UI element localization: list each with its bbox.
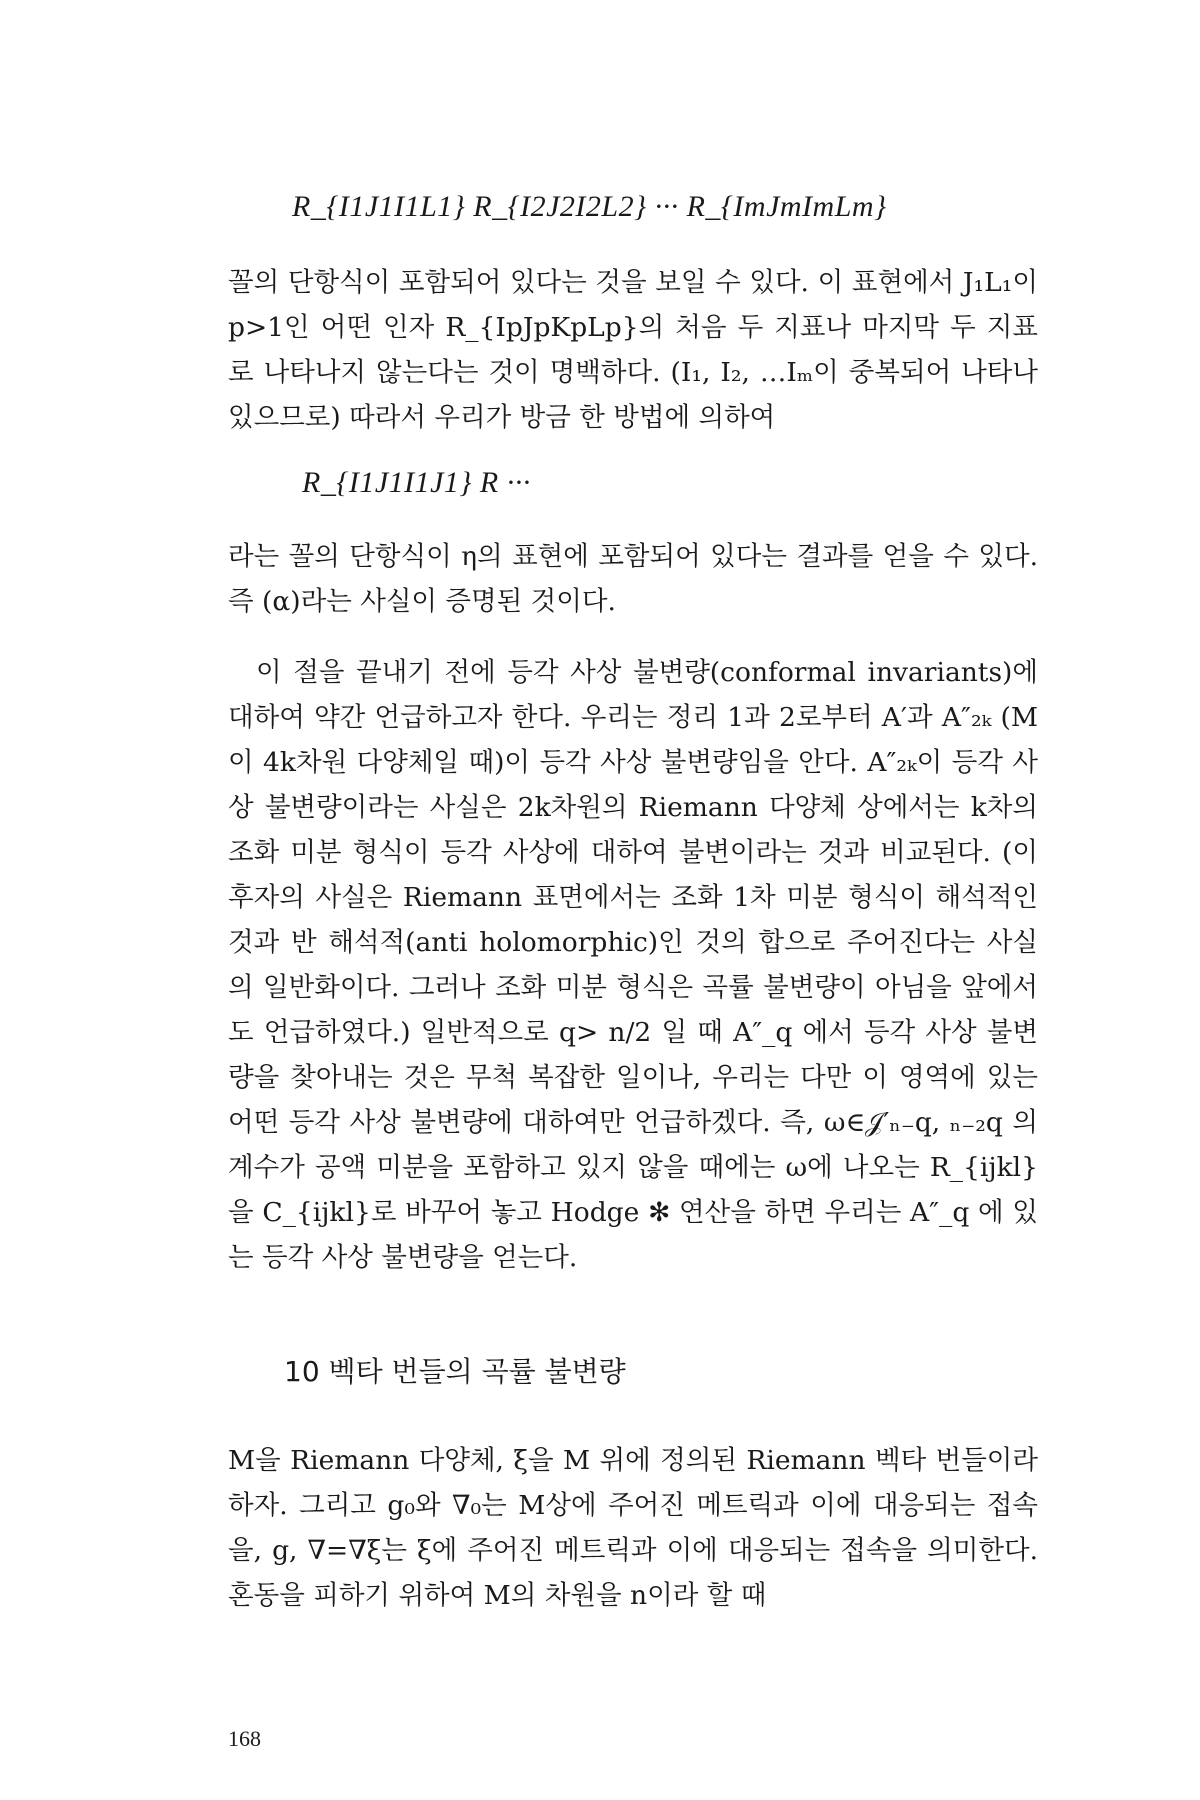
page-number: 168 — [228, 1726, 261, 1751]
equation-product: R_{I1J1I1L1} R_{I2J2I2L2} ··· R_{ImJmImLm} — [292, 190, 887, 223]
paragraph-2: 라는 꼴의 단항식이 η의 표현에 포함되어 있다는 결과를 얻을 수 있다. 즉 (α)라는 사실이 증명된 것이다. — [228, 541, 1038, 617]
paragraph-3: 이 절을 끝내기 전에 등각 사상 불변량(conformal invariants)에 대하여 약간 언급하고자 한다. 우리는 정리 1과 2로부터 A′과 A″₂ₖ (M이 4k차원 다양체일 때)이 등각 사상 불변량임을 안다. A″₂ₖ이 등각 사상 불변량이라는 사실은 2k차원의 Riemann 다양체 상에서는 k차의 조화 미분 형식이 등각 사상에 대하여 불변이라는 것과 비교된다. (이 후자의 사실은 Riemann 표면에서는 조화 1차 미분 형식이 해석적인 것과 반 해석적(anti holomorphic)인 것의 합으로 주어진다는 사실의 일반화이다. 그러나 조화 미분 형식은 곡률 불변량이 아님을 앞에서도 언급하였다.) 일반적으로 q> n/2 일 때 A″_q 에서 등각 사상 불변량을 찾아내는 것은 무척 복잡한 일이나, 우리는 다만 이 영역에 있는 어떤 등각 사상 불변량에 대하여만 언급하겠다. 즉, ω∈𝒥′ₙ₋q, ₙ₋₂q 의 계수가 공액 미분을 포함하고 있지 않을 때에는 ω에 나오는 R_{ijkl}을 C_{ijkl}로 바꾸어 놓고 Hodge ✻ 연산을 하면 우리는 A″_q 에 있는 등각 사상 불변량을 얻는다. — [228, 657, 1038, 1273]
paragraph-1: 꼴의 단항식이 포함되어 있다는 것을 보일 수 있다. 이 표현에서 J₁L₁이 p>1인 어떤 인자 R_{IpJpKpLp}의 처음 두 지표나 마지막 두 지표로 나타나지 않는다는 것이 명백하다. (I₁, I₂, …Iₘ이 중복되어 나타나 있으므로) 따라서 우리가 방금 한 방법에 의하여 — [228, 267, 1038, 433]
equation-monomial: R_{I1J1I1J1} R ··· — [302, 466, 531, 499]
page-body — [228, 190, 1038, 1618]
section-paragraph: M을 Riemann 다양체, ξ을 M 위에 정의된 Riemann 벡타 번들이라 하자. 그리고 g₀와 ∇₀는 M상에 주어진 메트릭과 이에 대응되는 접속을, g, ∇=∇ξ는 ξ에 주어진 메트릭과 이에 대응되는 접속을 의미한다. 혼동을 피하기 위하여 M의 차원을 n이라 할 때 — [228, 1445, 1038, 1611]
section-heading: 10 벡타 번들의 곡률 불변량 — [284, 1355, 626, 1388]
